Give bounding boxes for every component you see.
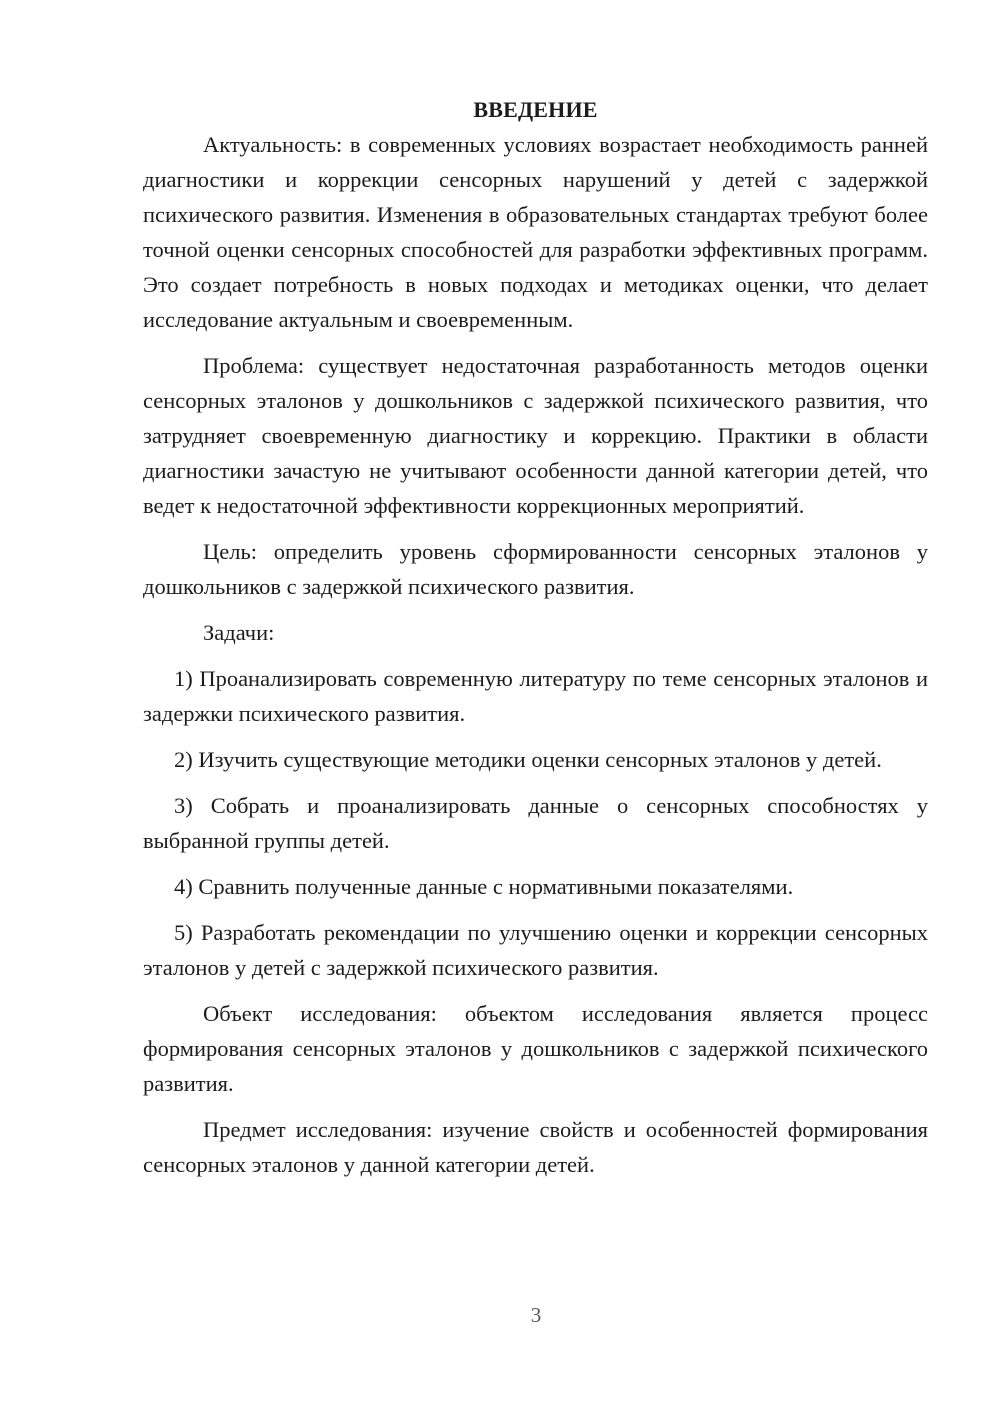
object-paragraph: Объект исследования: объектом исследования является процесс формирования сенсорных эталонов у дошкольников с задержкой психического развития. <box>143 1001 928 1096</box>
tasks-heading: Задачи: <box>203 620 275 645</box>
relevance-paragraph: Актуальность: в современных условиях возрастает необходимость ранней диагностики и коррекции сенсорных нарушений у детей с задержкой психического развития. Изменения в образовательных стандартах требуют более точной оценки сенсорных способностей для разработки эффективных программ. Это создает потребность в новых подходах и методиках оценки, что делает исследование актуальным и своевременным. <box>143 132 928 332</box>
task-item-4: 4) Сравнить полученные данные с нормативными показателями. <box>174 874 794 899</box>
task-item-3: 3) Собрать и проанализировать данные о сенсорных способностях у выбранной группы детей. <box>143 793 928 853</box>
section-title: ВВЕДЕНИЕ <box>473 97 598 122</box>
document-page <box>143 92 928 1182</box>
problem-paragraph: Проблема: существует недостаточная разработанность методов оценки сенсорных эталонов у дошкольников с задержкой психического развития, что затрудняет своевременную диагностику и коррекцию. Практики в области диагностики зачастую не учитывают особенности данной категории детей, что ведет к недостаточной эффективности коррекционных мероприятий. <box>143 353 928 518</box>
goal-paragraph: Цель: определить уровень сформированности сенсорных эталонов у дошкольников с задержкой психического развития. <box>143 539 928 599</box>
page-number: 3 <box>530 1303 542 1327</box>
subject-paragraph: Предмет исследования: изучение свойств и особенностей формирования сенсорных эталонов у данной категории детей. <box>143 1117 928 1177</box>
task-item-2: 2) Изучить существующие методики оценки сенсорных эталонов у детей. <box>174 747 882 772</box>
task-item-5: 5) Разработать рекомендации по улучшению оценки и коррекции сенсорных эталонов у детей с задержкой психического развития. <box>143 920 928 980</box>
task-item-1: 1) Проанализировать современную литературу по теме сенсорных эталонов и задержки психического развития. <box>143 666 928 726</box>
